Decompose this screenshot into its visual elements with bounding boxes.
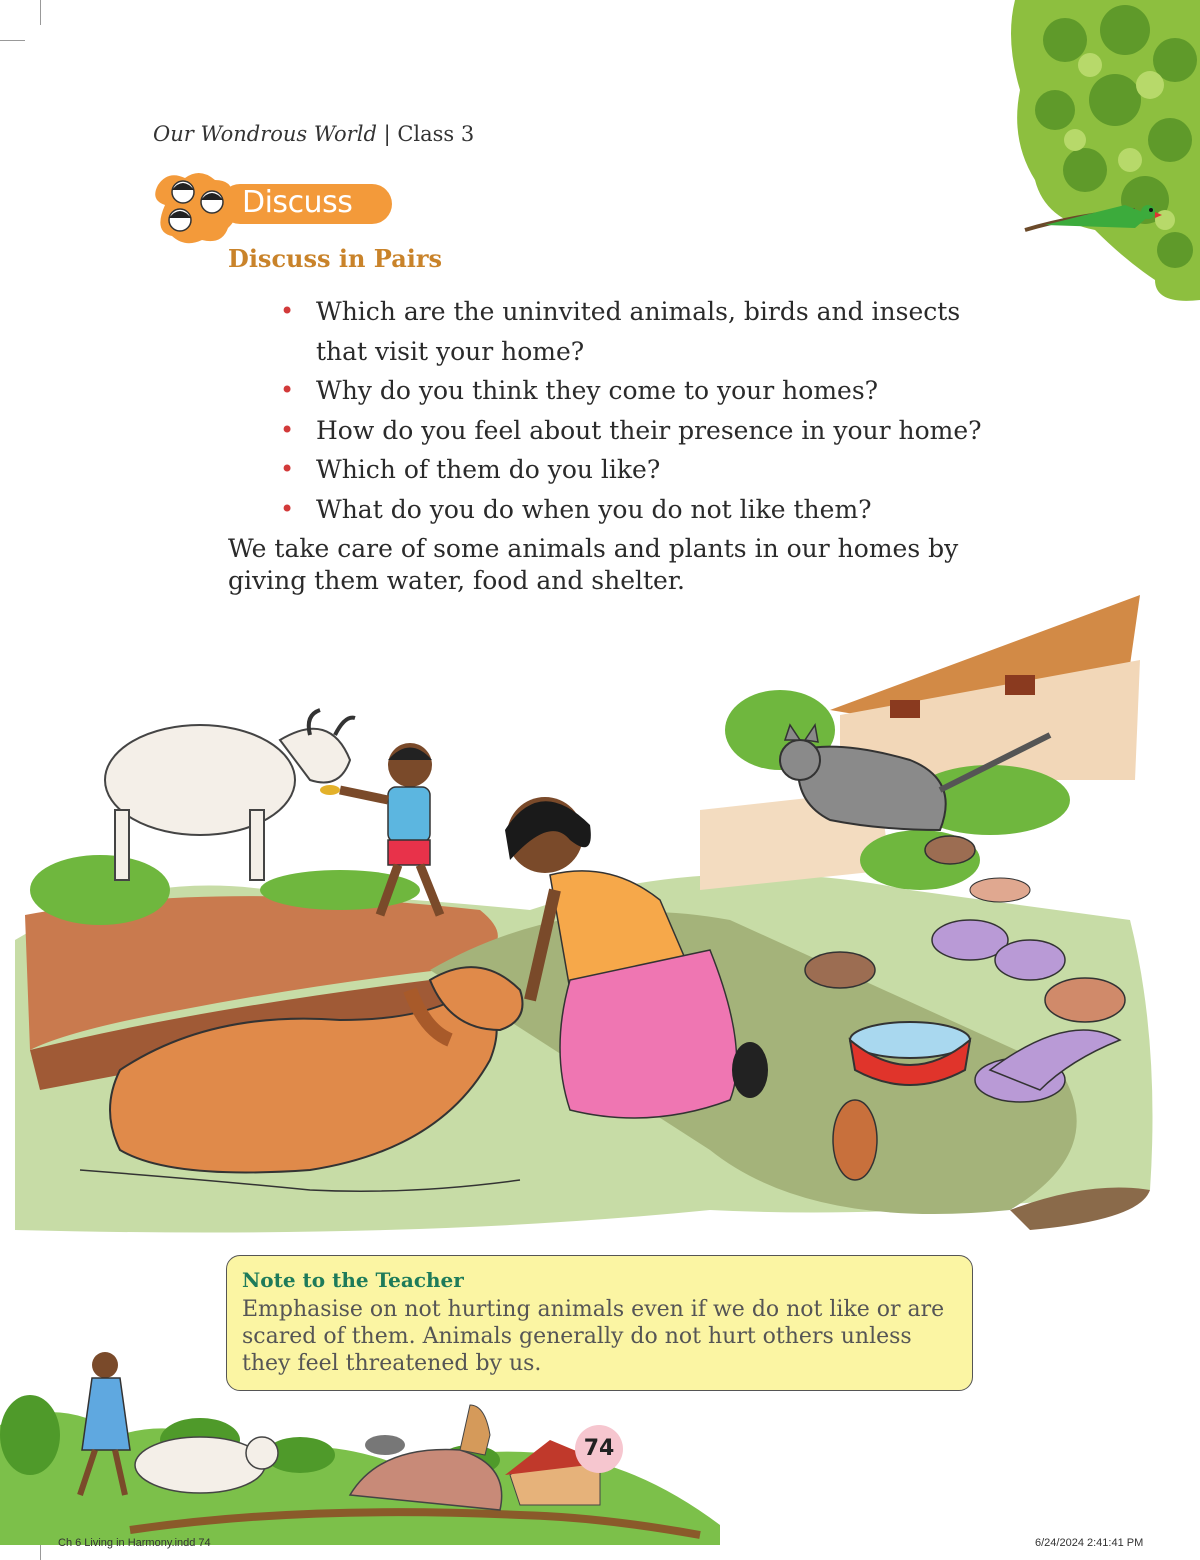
note-text: Emphasise on not hurting animals even if we do not like or are scared of them. Animals generally do not hurt others unless they feel threatened by us. (242, 1297, 945, 1376)
book-title: Our Wondrous World (153, 122, 377, 146)
question-text: Why do you think they come to your homes? (316, 376, 879, 405)
page-number: 74 (575, 1425, 623, 1473)
kids-faces-icon (150, 170, 240, 245)
section-heading: Discuss in Pairs (228, 244, 443, 273)
slug-file-name: Ch 6 Living in Harmony.indd 74 (58, 1537, 211, 1549)
header-separator: | (383, 122, 391, 146)
question-text: Which are the uninvited animals, birds and insects that visit your home? (316, 297, 961, 366)
bullet-icon: • (280, 415, 295, 444)
list-item (280, 450, 1000, 490)
question-text: What do you do when you do not like them? (316, 494, 872, 524)
list-item (280, 371, 1000, 411)
crop-mark (40, 0, 41, 25)
class-label: Class 3 (397, 122, 475, 146)
body-paragraph: We take care of some animals and plants in our homes by giving them water, food and shelter. (228, 534, 959, 595)
crop-mark (0, 40, 25, 41)
bullet-icon: • (280, 494, 295, 523)
note-title: Note to the Teacher (242, 1268, 464, 1292)
tree-illustration (1005, 0, 1200, 305)
discuss-label: Discuss (242, 185, 353, 220)
question-text: Which of them do you like? (316, 455, 661, 484)
list-item (280, 490, 1000, 530)
bullet-icon: • (280, 297, 295, 325)
slug-timestamp: 6/24/2024 2:41:41 PM (1035, 1537, 1144, 1549)
running-head (153, 122, 474, 146)
question-list (280, 292, 1000, 529)
scene-illustration (10, 590, 1190, 1255)
list-item (280, 411, 1000, 451)
discuss-badge (150, 170, 395, 245)
bullet-icon: • (280, 455, 295, 483)
question-text: How do you feel about their presence in your home? (316, 415, 982, 445)
list-item (280, 292, 1000, 371)
bullet-icon: • (280, 376, 295, 404)
